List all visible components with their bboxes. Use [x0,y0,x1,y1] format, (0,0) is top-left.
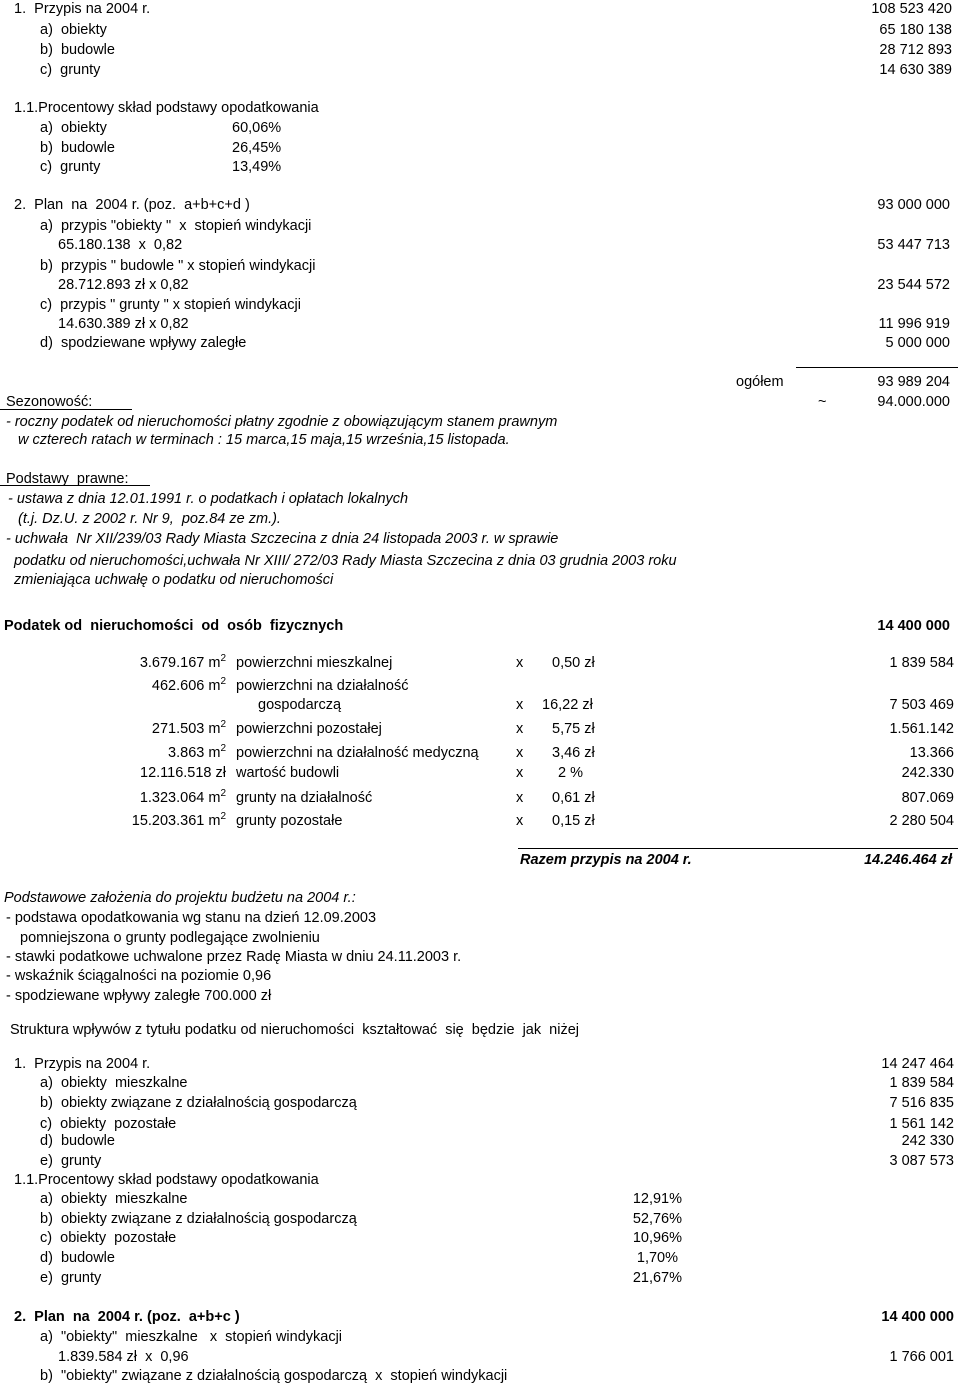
row1-qty: 3.679.167 $m^2$ [139,653,226,671]
proc2-e-value: 21,67% [632,1270,682,1286]
row7-x: x [516,813,524,829]
zalozenia-line-1: - podstawa opodatkowania wg stanu na dzień 12.09.2003 [6,910,377,926]
przypis2-b-label: b) obiekty związane z działalnością gospodarczą [40,1095,357,1111]
row2-rate: 16,22 zł [542,697,593,713]
proc2-b-value: 52,76% [632,1211,682,1227]
sezonowosc-heading: Sezonowość: [6,394,93,410]
plan-a-calc: 65.180.138 x 0,82 [58,237,183,253]
plan-c-label: c) przypis " grunty " x stopień windykacji [40,297,301,313]
zalozenia-line-4: - wskaźnik ściągalności na poziomie 0,96 [6,968,272,984]
row1-desc: powierzchni mieszkalnej [236,655,393,671]
podatek-title: Podatek od nieruchomości od osób fizycznych [4,618,344,634]
struktura-line: Struktura wpływów z tytułu podatku od nieruchomości kształtować się będzie jak niżej [10,1022,579,1038]
podstawy-line-3: - uchwała Nr XII/239/03 Rady Miasta Szczecina z dnia 24 listopada 2003 r. w sprawie [6,531,559,547]
przypis2-b-value: 7 516 835 [889,1095,954,1111]
procentowy-sklad-heading: 1.1.Procentowy skład podstawy opodatkowania [14,100,319,116]
sezonowosc-underline [0,409,132,410]
podstawy-underline [0,485,150,486]
row2-desc: powierzchni na działalność [236,678,409,694]
podstawy-line-1: - ustawa z dnia 12.01.1991 r. o podatkach i opłatach lokalnych [8,491,409,507]
row5-rate: 2 % [558,765,583,781]
row1-x: x [516,655,524,671]
row2-x: x [516,697,524,713]
razem-rule [518,848,958,849]
podstawy-line-4: podatku od nieruchomości,uchwała Nr XIII/ 272/03 Rady Miasta Szczecina z dnia 03 grudnia 2003 roku [14,553,677,569]
razem-label: Razem przypis na 2004 r. [520,852,692,868]
plan-d-value: 5 000 000 [885,335,950,351]
row5-x: x [516,765,524,781]
row5-desc: wartość budowli [236,765,340,781]
row6-qty: 1.323.064 $m^2$ [139,788,226,806]
row1-rate: 0,50 zł [552,655,595,671]
row2-desc-2: gospodarczą [258,697,342,713]
proc-budowle-value: 26,45% [232,140,282,156]
plan-d-label: d) spodziewane wpływy zaległe [40,335,247,351]
proc-obiekty-label: a) obiekty [40,120,107,136]
plan-c-calc: 14.630.389 zł x 0,82 [58,316,189,332]
row4-desc: powierzchni na działalność medyczną [236,745,479,761]
zalozenia-heading: Podstawowe założenia do projektu budżetu na 2004 r.: [4,890,356,906]
przypis2-value: 14 247 464 [881,1056,954,1072]
sezonowosc-line-1: - roczny podatek od nieruchomości płatny zgodnie z obowiązującym stanem prawnym [6,414,558,430]
proc-grunty-label: c) grunty [40,159,101,175]
plan-b-value: 23 544 572 [877,277,950,293]
podstawy-line-2: (t.j. Dz.U. z 2002 r. Nr 9, poz.84 ze zm.). [18,511,281,527]
row3-qty: 271.503 $m^2$ [151,719,226,737]
row3-rate: 5,75 zł [552,721,595,737]
zalozenia-line-2: pomniejszona o grunty podlegające zwolnieniu [20,930,320,946]
proc-obiekty-value: 60,06% [232,120,282,136]
plan2-b-label: b) "obiekty" związane z działalnością gospodarczą x stopień windykacji [40,1368,508,1384]
przypis2-c-value: 1 561 142 [889,1116,954,1132]
plan-b-calc: 28.712.893 zł x 0,82 [58,277,189,293]
proc2-c-label: c) obiekty pozostałe [40,1230,177,1246]
row3-value: 1.561.142 [889,721,954,737]
proc2-e-label: e) grunty [40,1270,102,1286]
procentowy2-heading: 1.1.Procentowy skład podstawy opodatkowania [14,1172,319,1188]
row4-rate: 3,46 zł [552,745,595,761]
proc2-a-label: a) obiekty mieszkalne [40,1191,188,1207]
proc2-b-label: b) obiekty związane z działalnością gospodarczą [40,1211,357,1227]
podstawy-heading: Podstawy prawne: [6,471,129,487]
row2-value: 7 503 469 [889,697,954,713]
row6-x: x [516,790,524,806]
plan2-heading: 2. Plan na 2004 r. (poz. a+b+c ) [14,1309,240,1325]
przypis2-e-value: 3 087 573 [889,1153,954,1169]
row5-value: 242.330 [901,765,954,781]
plan2-a-calc: 1.839.584 zł x 0,96 [58,1349,189,1365]
podatek-title-value: 14 400 000 [877,618,950,634]
grunty-label: c) grunty [40,62,101,78]
przypis2-a-label: a) obiekty mieszkalne [40,1075,188,1091]
row4-x: x [516,745,524,761]
row6-value: 807.069 [901,790,954,806]
razem-value: 14.246.464 zł [864,852,952,868]
grunty-value: 14 630 389 [879,62,952,78]
przypis2-d-value: 242 330 [901,1133,954,1149]
przypis-value: 108 523 420 [871,1,952,17]
ogolem-label: ogółem [736,374,784,390]
proc2-a-value: 12,91% [632,1191,682,1207]
plan-a-label: a) przypis "obiekty " x stopień windykacji [40,218,312,234]
przypis2-e-label: e) grunty [40,1153,102,1169]
proc-budowle-label: b) budowle [40,140,115,156]
row3-desc: powierzchni pozostałej [236,721,382,737]
row2-qty: 462.606 $m^2$ [151,676,226,694]
proc2-d-value: 1,70% [636,1250,678,1266]
przypis2-d-label: d) budowle [40,1133,115,1149]
ogolem-rule [796,367,958,368]
row7-qty: 15.203.361 $m^2$ [131,811,226,829]
budowle-label: b) budowle [40,42,115,58]
ogolem-value: 93 989 204 [877,374,950,390]
plan2-value: 14 400 000 [881,1309,954,1325]
przypis-heading: 1. Przypis na 2004 r. [14,1,151,17]
przypis2-a-value: 1 839 584 [889,1075,954,1091]
proc2-d-label: d) budowle [40,1250,115,1266]
row1-value: 1 839 584 [889,655,954,671]
plan2-a-label: a) "obiekty" mieszkalne x stopień windykacji [40,1329,343,1345]
plan-b-label: b) przypis " budowle " x stopień windykacji [40,258,316,274]
row7-rate: 0,15 zł [552,813,595,829]
row4-qty: 3.863 $m^2$ [168,743,226,761]
sezonowosc-line-2: w czterech ratach w terminach : 15 marca,15 maja,15 września,15 listopada. [18,432,510,448]
budowle-value: 28 712 893 [879,42,952,58]
plan-c-value: 11 996 919 [878,316,950,332]
przypis2-heading: 1. Przypis na 2004 r. [14,1056,151,1072]
row7-value: 2 280 504 [889,813,954,829]
row7-desc: grunty pozostałe [236,813,343,829]
plan-value: 93 000 000 [877,197,950,213]
row6-desc: grunty na działalność [236,790,373,806]
zalozenia-line-5: - spodziewane wpływy zaległe 700.000 zł [6,988,272,1004]
approx-sign: ~ [818,394,827,410]
plan-heading: 2. Plan na 2004 r. (poz. a+b+c+d ) [14,197,250,213]
zalozenia-line-3: - stawki podatkowe uchwalone przez Radę Miasta w dniu 24.11.2003 r. [6,949,462,965]
podstawy-line-5: zmieniająca uchwałę o podatku od nieruchomości [14,572,334,588]
proc2-c-value: 10,96% [632,1230,682,1246]
approx-value: 94.000.000 [877,394,950,410]
plan-a-value: 53 447 713 [877,237,950,253]
row3-x: x [516,721,524,737]
row6-rate: 0,61 zł [552,790,595,806]
obiekty-label: a) obiekty [40,22,107,38]
row4-value: 13.366 [909,745,954,761]
row5-qty: 12.116.518 zł [140,765,226,781]
obiekty-value: 65 180 138 [879,22,952,38]
plan2-a-value: 1 766 001 [889,1349,954,1365]
proc-grunty-value: 13,49% [232,159,282,175]
przypis2-c-label: c) obiekty pozostałe [40,1116,177,1132]
